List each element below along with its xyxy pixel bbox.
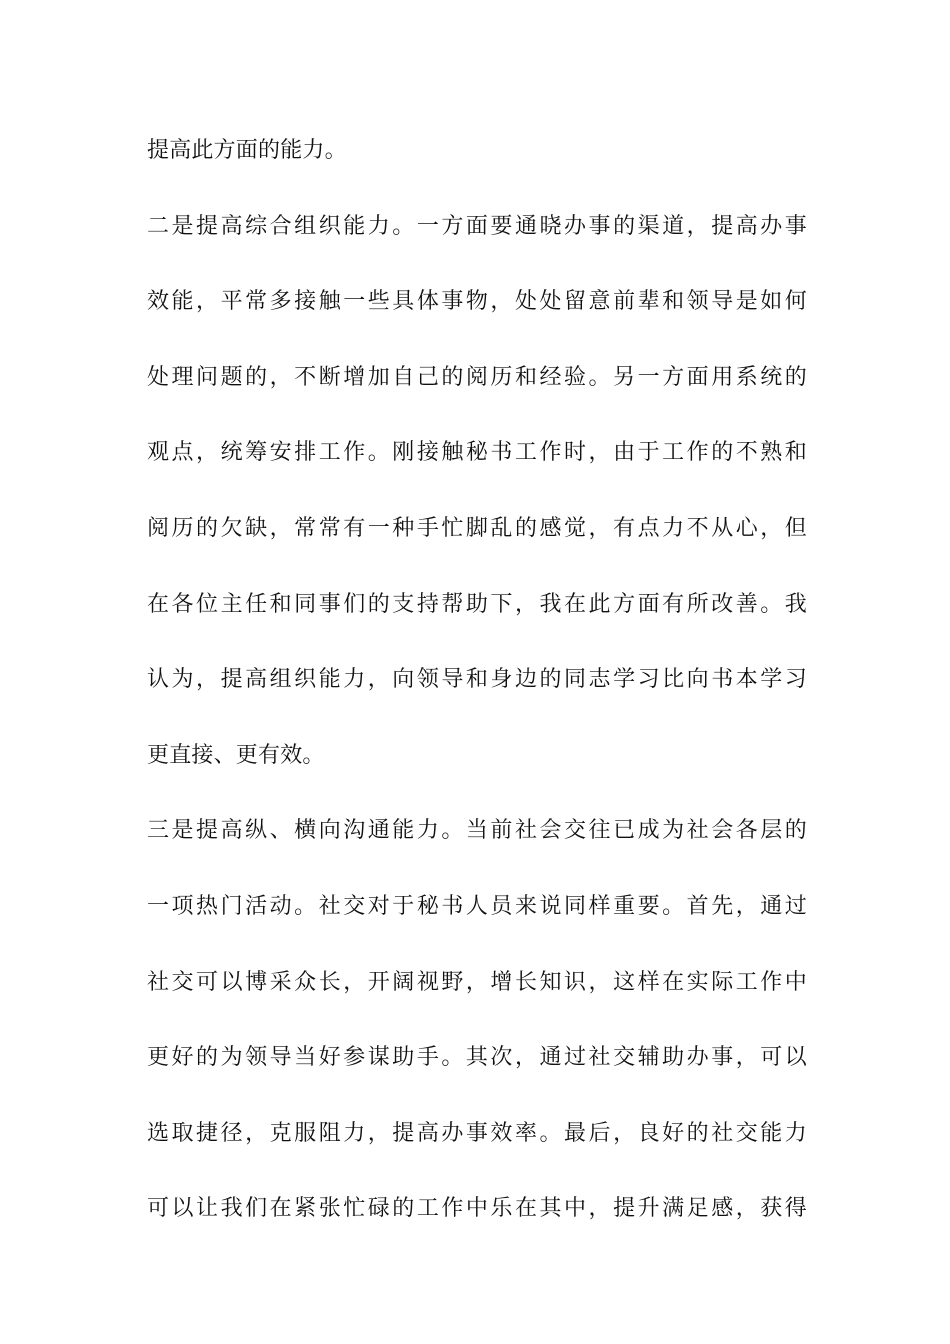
text-line: 阅历的欠缺，常常有一种手忙脚乱的感觉，有点力不从心，但 — [147, 515, 807, 541]
text-line: 在各位主任和同事们的支持帮助下，我在此方面有所改善。我 — [147, 591, 807, 617]
text-line: 更直接、更有效。 — [147, 742, 325, 768]
text-line: 观点，统筹安排工作。刚接触秘书工作时，由于工作的不熟和 — [147, 440, 807, 466]
text-line: 处理问题的，不断增加自己的阅历和经验。另一方面用系统的 — [147, 364, 807, 390]
text-line: 三是提高纵、横向沟通能力。当前社会交往已成为社会各层的 — [147, 818, 807, 844]
text-line: 选取捷径，克服阻力，提高办事效率。最后，良好的社交能力 — [147, 1120, 807, 1146]
text-line: 可以让我们在紧张忙碌的工作中乐在其中，提升满足感，获得 — [147, 1196, 807, 1222]
text-line: 认为，提高组织能力，向领导和身边的同志学习比向书本学习 — [147, 667, 807, 693]
body-text — [147, 129, 807, 1263]
text-line: 一项热门活动。社交对于秘书人员来说同样重要。首先，通过 — [147, 893, 807, 919]
text-line: 提高此方面的能力。 — [147, 138, 347, 163]
text-line: 效能，平常多接触一些具体事物，处处留意前辈和领导是如何 — [147, 289, 807, 315]
text-line: 二是提高综合组织能力。一方面要通晓办事的渠道，提高办事 — [147, 213, 807, 239]
text-line: 更好的为领导当好参谋助手。其次，通过社交辅助办事，可以 — [147, 1045, 807, 1071]
text-line: 社交可以博采众长，开阔视野，增长知识，这样在实际工作中 — [147, 969, 807, 995]
